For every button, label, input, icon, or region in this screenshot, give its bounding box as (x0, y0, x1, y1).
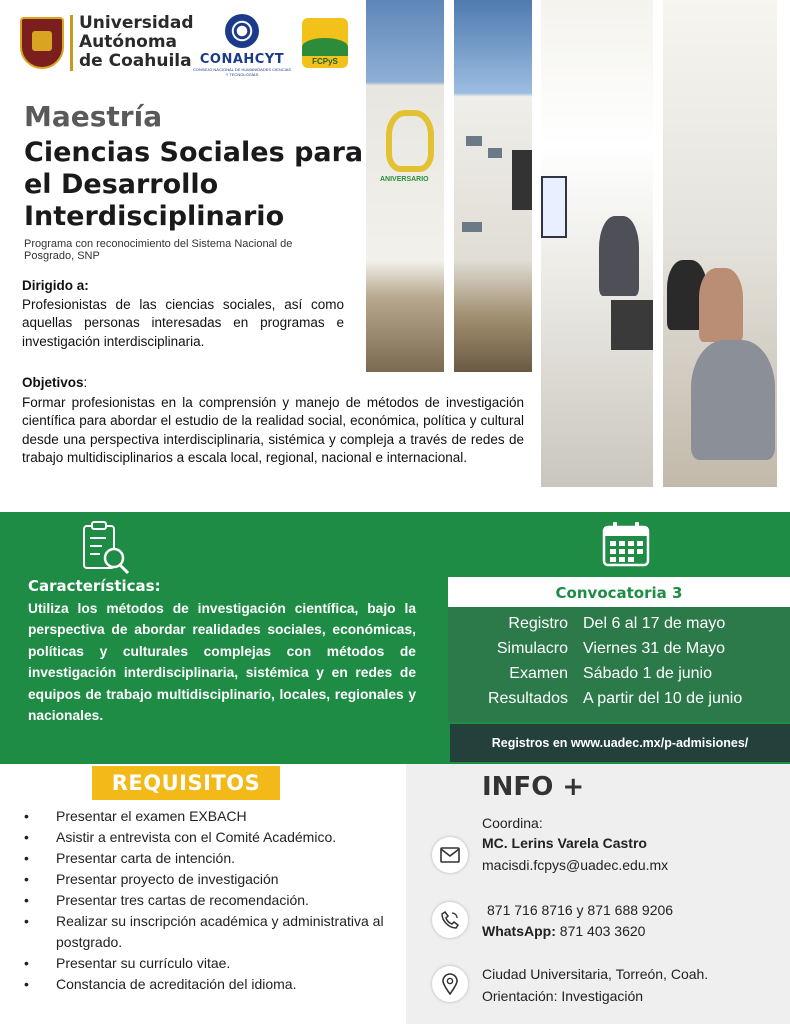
caracteristicas-body: Utiliza los métodos de investigación científica, bajo la perspectiva de abordar realidades sociales, económicas, políticas y culturales complejas con métodos de investigación interdisciplinaria, sistémica y en redes de equipos de trabajo multidisciplinario, locales, regionales y nacionales. (28, 601, 416, 724)
desk (611, 300, 653, 350)
examen-value: Sábado 1 de junio (583, 665, 712, 682)
caracteristicas-heading: Características: (28, 577, 161, 595)
uadec-shield-icon (20, 17, 64, 69)
window (466, 136, 482, 146)
convocatoria-row (448, 615, 790, 640)
list-item: • Presentar tres cartas de recomendación. (24, 890, 394, 911)
student-figure (699, 268, 743, 342)
uadec-name-line-3: de Coahuila (79, 51, 192, 71)
convocatoria-row (448, 690, 790, 715)
convocatoria-row (448, 640, 790, 665)
building-photo-1 (366, 0, 444, 372)
whatsapp-label: WhatsApp: (482, 923, 556, 939)
info-heading: INFO + (482, 772, 585, 802)
objetivos-heading: Objetivos: (22, 375, 88, 390)
examen-label: Examen (509, 665, 568, 682)
logo-divider (70, 15, 73, 71)
conahcyt-logo (192, 14, 292, 77)
envelope-icon (432, 837, 468, 873)
phone-icon (432, 902, 468, 938)
program-type: Maestría (24, 100, 163, 133)
uadec-name-line-2: Autónoma (79, 32, 178, 52)
conahcyt-subtitle: CONSEJO NACIONAL DE HUMANIDADES CIENCIAS Y TECNOLOGÍAS (192, 67, 292, 77)
resultados-value: A partir del 10 de junio (583, 690, 743, 707)
objetivos-heading-label: Objetivos (22, 375, 84, 390)
fcpys-label: FCPyS (312, 57, 338, 66)
list-item: • Constancia de acreditación del idioma. (24, 974, 394, 995)
door (512, 150, 532, 210)
registro-value: Del 6 al 17 de mayo (583, 615, 726, 632)
list-item: • Presentar proyecto de investigación (24, 869, 394, 890)
whatsapp-line[interactable] (482, 923, 645, 939)
requisitos-heading: REQUISITOS (92, 766, 280, 800)
dirigido-body: Profesionistas de las ciencias sociales, así como aquellas personas interesadas en programas e investigación interdisciplinaria. (22, 297, 344, 349)
anniversary-label: ANIVERSARIO (380, 176, 429, 183)
conahcyt-name: CONAHCYT (199, 52, 285, 67)
list-item: • Asistir a entrevista con el Comité Académico. (24, 827, 394, 848)
registros-link[interactable]: Registros en www.uadec.mx/p-admisiones/ (450, 724, 790, 762)
uadec-name (79, 14, 193, 71)
contact-phones[interactable]: 871 716 8716 y 871 688 9206 (487, 902, 674, 918)
dirigido-heading: Dirigido a: (22, 278, 89, 293)
objetivos-body: Formar profesionistas en la comprensión y manejo de métodos de investigación científica para abordar el estudio de la realidad social, económica, política y cultural desde una perspectiva interdisciplinaria, sistémica y compleja a través de redes de trabajo multidisciplinarios a escala local, regional, nacional e internacional. (22, 395, 524, 466)
coordinator-name: MC. Lerins Varela Castro (482, 835, 647, 851)
registro-label: Registro (508, 615, 568, 632)
window (462, 222, 482, 232)
coordina-label: Coordina: (482, 815, 543, 831)
classroom-photo-2 (663, 0, 777, 487)
uadec-logo (20, 14, 193, 71)
list-item: • Realizar su inscripción académica y administrativa al postgrado. (24, 911, 394, 953)
location-text: Ciudad Universitaria, Torreón, Coah. (482, 966, 709, 982)
anniversary-50-icon (386, 110, 434, 172)
list-item: • Presentar el examen EXBACH (24, 806, 394, 827)
student-figure (691, 340, 775, 460)
conahcyt-emblem-icon (225, 14, 259, 48)
contact-email[interactable]: macisdi.fcpys@uadec.edu.mx (482, 857, 669, 873)
classroom-photo-1 (541, 0, 653, 487)
requisitos-list (24, 806, 394, 995)
simulacro-label: Simulacro (496, 640, 568, 657)
fcpys-wave-icon (302, 38, 348, 56)
location-pin-icon (432, 966, 468, 1002)
fcpys-logo (302, 18, 348, 68)
building-photo-2 (454, 0, 532, 372)
simulacro-value: Viernes 31 de Mayo (583, 640, 726, 657)
convocatoria-row (448, 665, 790, 690)
list-item: • Presentar su currículo vitae. (24, 953, 394, 974)
projection-screen (541, 176, 567, 238)
clipboard-search-icon (80, 520, 132, 576)
program-title: Ciencias Sociales para el Desarrollo Interdisciplinario (24, 137, 364, 232)
program-subtitle: Programa con reconocimiento del Sistema Nacional de Posgrado, SNP (24, 238, 293, 262)
list-item: • Presentar carta de intención. (24, 848, 394, 869)
calendar-icon (602, 521, 650, 567)
presenter-figure (599, 216, 639, 296)
window (488, 148, 502, 158)
orientacion-text: Orientación: Investigación (482, 988, 644, 1004)
whatsapp-number: 871 403 3620 (559, 923, 646, 939)
resultados-label: Resultados (487, 690, 568, 707)
convocatoria-heading: Convocatoria 3 (448, 579, 790, 607)
convocatoria-panel (448, 577, 790, 722)
uadec-name-line-1: Universidad (79, 13, 194, 33)
